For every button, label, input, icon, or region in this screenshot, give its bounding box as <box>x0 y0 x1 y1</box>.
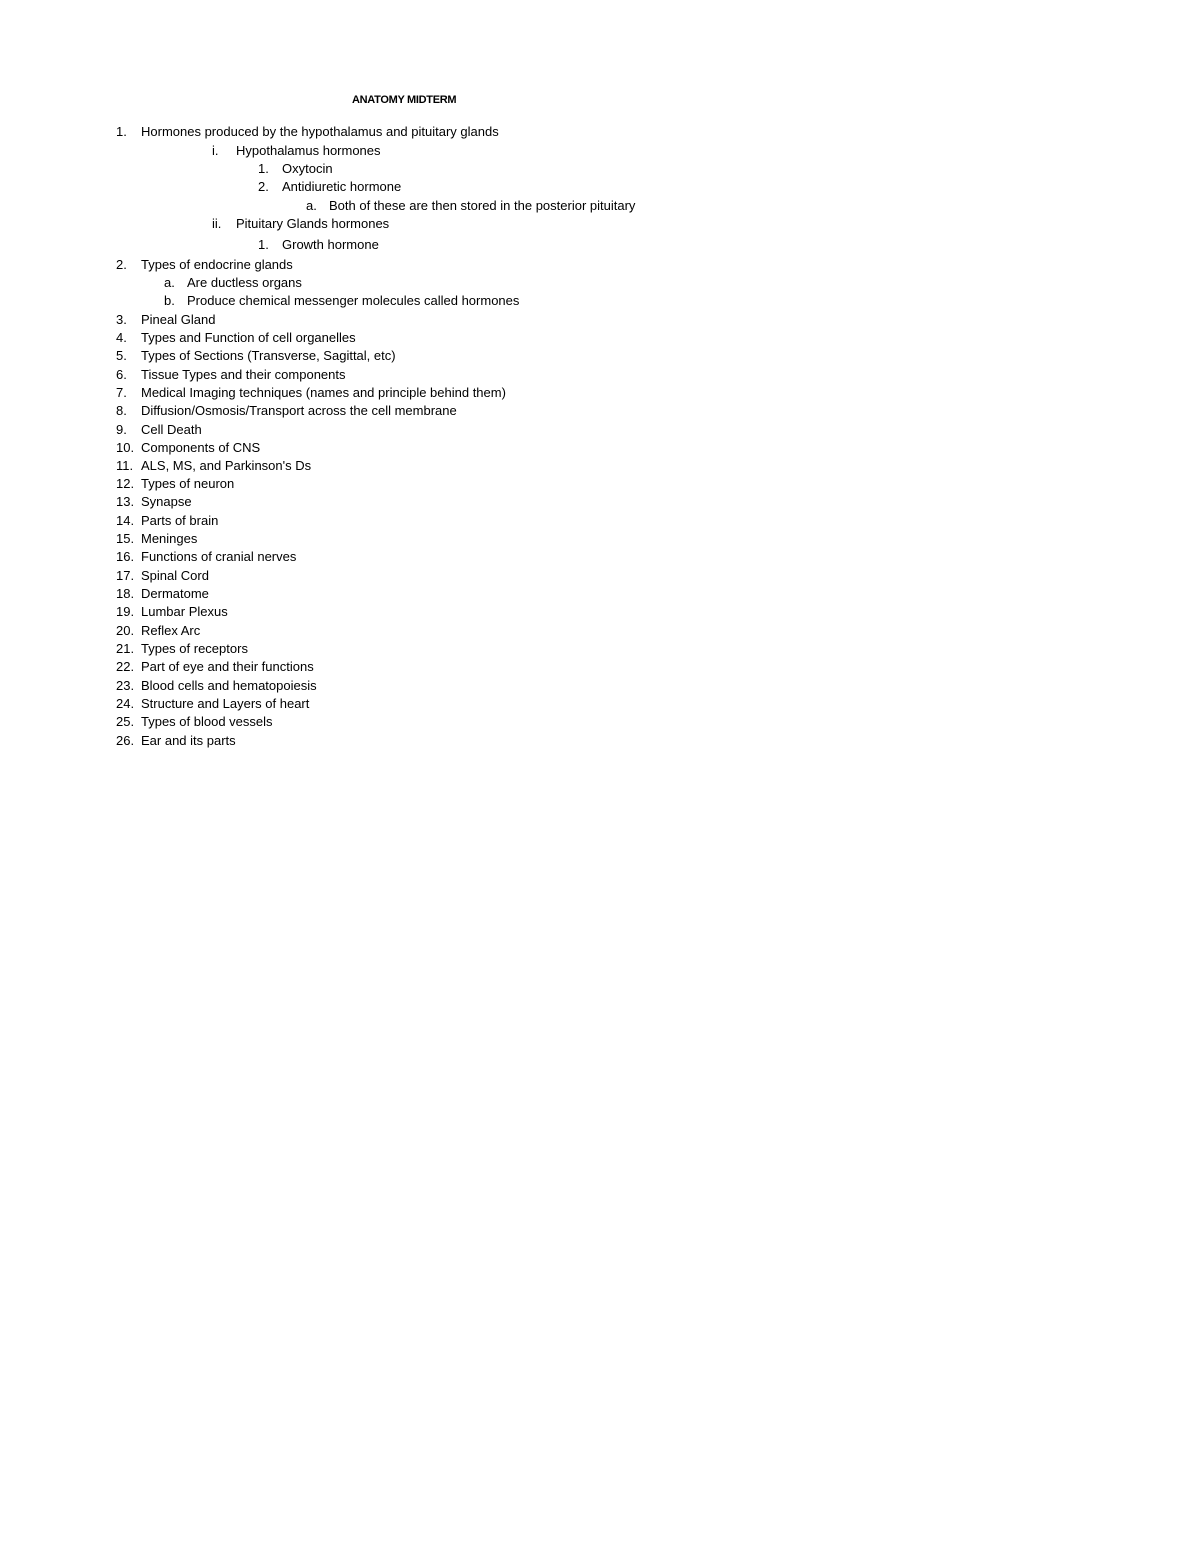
outline-item-level-0 <box>0 640 1200 658</box>
list-marker: 13. <box>116 494 135 509</box>
outline-item-level-0 <box>0 329 1200 347</box>
list-marker: 15. <box>116 531 135 546</box>
list-item-text: Hypothalamus hormones <box>236 143 381 158</box>
list-marker: ii. <box>212 216 222 231</box>
list-item-text: Meninges <box>141 531 198 546</box>
list-item-text: Types of neuron <box>141 476 235 491</box>
list-item-text: Ear and its parts <box>141 733 236 748</box>
outline-item-level-0 <box>0 366 1200 384</box>
outline-item-level-0 <box>0 732 1200 750</box>
list-marker: 23. <box>116 678 135 693</box>
list-item-text: Medical Imaging techniques (names and principle behind them) <box>141 385 506 400</box>
outline-item-level-0 <box>0 402 1200 420</box>
outline-item-level-0 <box>0 384 1200 402</box>
list-marker: 26. <box>116 733 135 748</box>
list-item-text: Types of Sections (Transverse, Sagittal, etc) <box>141 348 396 363</box>
list-item-text: ALS, MS, and Parkinson's Ds <box>141 458 312 473</box>
outline-item-level-0 <box>0 658 1200 676</box>
outline-item-level-0 <box>0 548 1200 566</box>
list-marker: 25. <box>116 714 135 729</box>
list-marker: 7. <box>116 385 127 400</box>
list-item-text: Types of receptors <box>141 641 248 656</box>
outline-item-level-3 <box>0 160 1200 178</box>
outline-item-level-0 <box>0 475 1200 493</box>
list-item-text: Are ductless organs <box>187 275 302 290</box>
outline-item-level-2 <box>0 215 1200 233</box>
list-marker: 8. <box>116 403 127 418</box>
list-marker: 5. <box>116 348 127 363</box>
list-marker: 24. <box>116 696 135 711</box>
outline-item-level-0 <box>0 603 1200 621</box>
outline-item-level-1 <box>0 292 1200 310</box>
list-marker: 17. <box>116 568 135 583</box>
list-item-text: Types and Function of cell organelles <box>141 330 356 345</box>
outline-item-level-0 <box>0 512 1200 530</box>
outline-item-level-0 <box>0 123 1200 141</box>
outline-item-level-2 <box>0 142 1200 160</box>
list-item-text: Growth hormone <box>282 237 379 252</box>
list-item-text: Oxytocin <box>282 161 333 176</box>
outline-item-level-0 <box>0 347 1200 365</box>
list-marker: 2. <box>116 257 127 272</box>
list-marker: 3. <box>116 312 127 327</box>
list-marker: 21. <box>116 641 135 656</box>
list-marker: 1. <box>258 237 269 252</box>
list-marker: 14. <box>116 513 135 528</box>
list-item-text: Both of these are then stored in the posterior pituitary <box>329 198 636 213</box>
outline-item-level-3 <box>0 236 1200 254</box>
list-item-text: Pineal Gland <box>141 312 216 327</box>
list-marker: 18. <box>116 586 135 601</box>
list-item-text: Components of CNS <box>141 440 261 455</box>
outline-item-level-0 <box>0 311 1200 329</box>
list-marker: b. <box>164 293 175 308</box>
list-marker: 19. <box>116 604 135 619</box>
outline-item-level-0 <box>0 439 1200 457</box>
outline-item-level-0 <box>0 677 1200 695</box>
outline-item-level-0 <box>0 421 1200 439</box>
list-item-text: Functions of cranial nerves <box>141 549 297 564</box>
list-item-text: Parts of brain <box>141 513 219 528</box>
list-item-text: Blood cells and hematopoiesis <box>141 678 317 693</box>
document-title: ANATOMY MIDTERM <box>352 94 457 106</box>
outline-item-level-3 <box>0 178 1200 196</box>
list-item-text: Hormones produced by the hypothalamus and pituitary glands <box>141 124 499 139</box>
list-marker: 4. <box>116 330 127 345</box>
outline-item-level-1 <box>0 274 1200 292</box>
list-marker: 10. <box>116 440 135 455</box>
list-marker: i. <box>212 143 219 158</box>
list-item-text: Pituitary Glands hormones <box>236 216 390 231</box>
list-item-text: Spinal Cord <box>141 568 209 583</box>
outline-item-level-0 <box>0 567 1200 585</box>
list-item-text: Types of endocrine glands <box>141 257 293 272</box>
list-marker: 22. <box>116 659 135 674</box>
outline-item-level-0 <box>0 530 1200 548</box>
list-item-text: Reflex Arc <box>141 623 201 638</box>
outline-item-level-0 <box>0 695 1200 713</box>
list-item-text: Diffusion/Osmosis/Transport across the cell membrane <box>141 403 457 418</box>
list-marker: 16. <box>116 549 135 564</box>
list-item-text: Lumbar Plexus <box>141 604 228 619</box>
outline-item-level-0 <box>0 493 1200 511</box>
outline-item-level-0 <box>0 256 1200 274</box>
list-marker: 11. <box>116 458 134 473</box>
list-item-text: Part of eye and their functions <box>141 659 314 674</box>
list-item-text: Synapse <box>141 494 192 509</box>
list-marker: 1. <box>116 124 127 139</box>
list-item-text: Dermatome <box>141 586 209 601</box>
list-item-text: Tissue Types and their components <box>141 367 346 382</box>
outline-item-level-0 <box>0 585 1200 603</box>
list-marker: a. <box>306 198 317 213</box>
list-marker: 2. <box>258 179 269 194</box>
list-marker: 20. <box>116 623 135 638</box>
outline-item-level-0 <box>0 713 1200 731</box>
list-marker: a. <box>164 275 175 290</box>
list-marker: 6. <box>116 367 127 382</box>
list-item-text: Antidiuretic hormone <box>282 179 402 194</box>
outline-item-level-0 <box>0 457 1200 475</box>
list-marker: 1. <box>258 161 269 176</box>
outline-item-level-4 <box>0 197 1200 215</box>
list-marker: 12. <box>116 476 135 491</box>
outline-item-level-0 <box>0 622 1200 640</box>
list-item-text: Types of blood vessels <box>141 714 273 729</box>
list-marker: 9. <box>116 422 127 437</box>
list-item-text: Cell Death <box>141 422 202 437</box>
list-item-text: Produce chemical messenger molecules called hormones <box>187 293 520 308</box>
list-item-text: Structure and Layers of heart <box>141 696 310 711</box>
